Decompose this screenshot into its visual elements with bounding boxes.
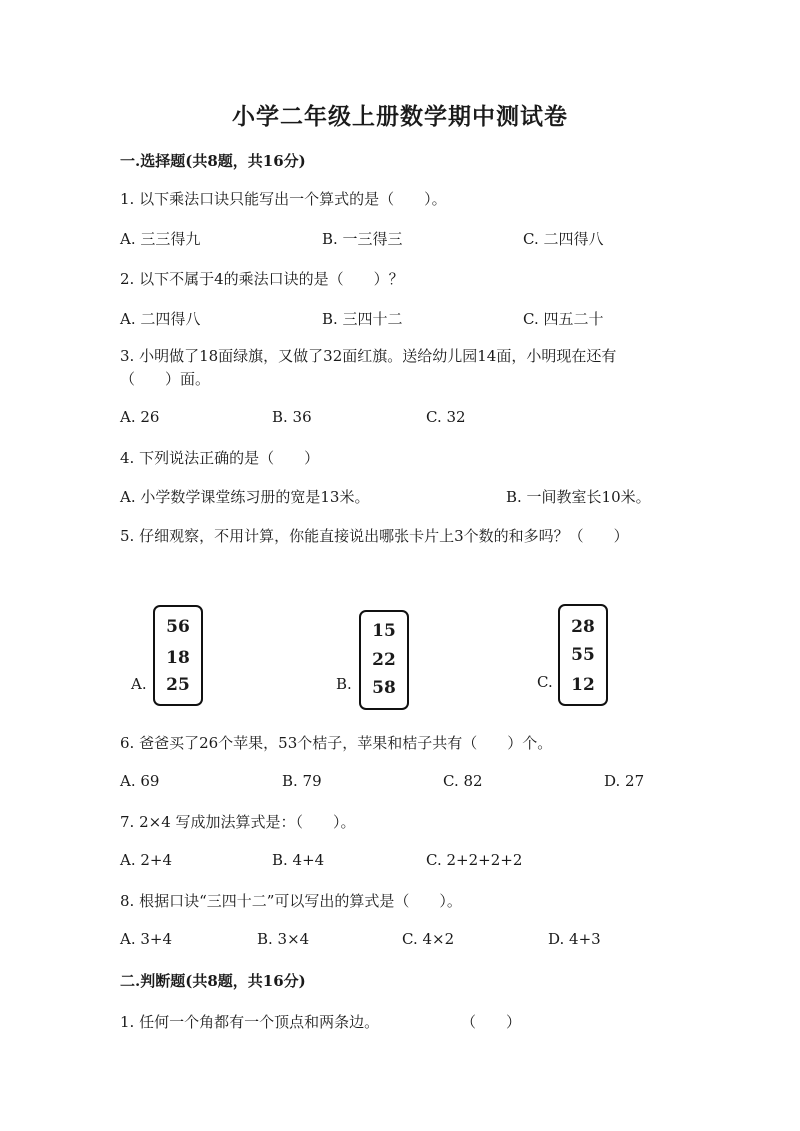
question-3-option-b[interactable]: B. 36 <box>272 408 312 426</box>
question-2-option-a[interactable]: A. 二四得八 <box>120 310 201 328</box>
question-7-option-a[interactable]: A. 2+4 <box>120 851 173 869</box>
section-heading-choice: 一.选择题(共8题，共16分) <box>120 152 306 170</box>
question-6-option-a[interactable]: A. 69 <box>120 772 160 790</box>
judge-question-1-blank[interactable]: （ ） <box>461 1013 522 1031</box>
question-1-option-b[interactable]: B. 一三得三 <box>322 230 403 248</box>
question-6-option-c[interactable]: C. 82 <box>443 772 483 790</box>
question-4-option-a[interactable]: A. 小学数学课堂练习册的宽是13米。 <box>120 488 370 506</box>
card-b-number-3: 58 <box>372 678 396 698</box>
question-2-option-b[interactable]: B. 三四十二 <box>322 310 403 328</box>
card-b-label[interactable]: B. <box>336 675 352 693</box>
question-1: 1. 以下乘法口诀只能写出一个算式的是（ ）。 <box>120 190 447 208</box>
question-1-option-c[interactable]: C. 二四得八 <box>523 230 604 248</box>
question-6-option-d[interactable]: D. 27 <box>604 772 645 790</box>
question-6: 6. 爸爸买了26个苹果，53个桔子，苹果和桔子共有（ ）个。 <box>120 734 553 752</box>
card-a-label[interactable]: A. <box>131 675 147 693</box>
card-c-number-1: 28 <box>571 617 595 637</box>
card-a-number-1: 56 <box>166 617 190 637</box>
question-7-option-b[interactable]: B. 4+4 <box>272 851 325 869</box>
question-8-option-a[interactable]: A. 3+4 <box>120 930 173 948</box>
question-8: 8. 根据口诀“三四十二”可以写出的算式是（ ）。 <box>120 892 462 910</box>
question-8-option-b[interactable]: B. 3×4 <box>257 930 310 948</box>
question-6-option-b[interactable]: B. 79 <box>282 772 322 790</box>
card-a-number-3: 25 <box>166 675 190 695</box>
card-c-label[interactable]: C. <box>537 673 553 691</box>
page-title: 小学二年级上册数学期中测试卷 <box>232 103 568 130</box>
question-4-option-b[interactable]: B. 一间教室长10米。 <box>506 488 651 506</box>
question-8-option-d[interactable]: D. 4+3 <box>548 930 601 948</box>
question-2-option-c[interactable]: C. 四五二十 <box>523 310 604 328</box>
section-heading-judge: 二.判断题(共8题，共16分) <box>120 972 306 990</box>
question-3-option-a[interactable]: A. 26 <box>120 408 160 426</box>
card-a-number-2: 18 <box>166 648 190 668</box>
question-2: 2. 以下不属于4的乘法口诀的是（ ）？ <box>120 270 404 288</box>
card-c-number-3: 12 <box>571 675 595 695</box>
card-b-number-2: 22 <box>372 650 396 670</box>
question-1-option-a[interactable]: A. 三三得九 <box>120 230 201 248</box>
card-b-number-1: 15 <box>372 621 396 641</box>
question-4: 4. 下列说法正确的是（ ） <box>120 449 320 467</box>
judge-question-1: 1. 任何一个角都有一个顶点和两条边。 <box>120 1013 380 1031</box>
question-3: 3. 小明做了18面绿旗，又做了32面红旗。送给幼儿园14面，小明现在还有 <box>120 347 617 365</box>
card-c[interactable] <box>558 604 608 706</box>
question-7-option-c[interactable]: C. 2+2+2+2 <box>426 851 523 869</box>
question-3-continuation: （ ）面。 <box>120 370 211 388</box>
question-8-option-c[interactable]: C. 4×2 <box>402 930 455 948</box>
card-c-number-2: 55 <box>571 645 595 665</box>
question-7: 7. 2×4 写成加法算式是：（ ）。 <box>120 813 356 831</box>
question-5: 5. 仔细观察，不用计算，你能直接说出哪张卡片上3个数的和多吗？（ ） <box>120 527 629 545</box>
card-b[interactable] <box>359 610 409 710</box>
question-3-option-c[interactable]: C. 32 <box>426 408 466 426</box>
card-a[interactable] <box>153 605 203 706</box>
